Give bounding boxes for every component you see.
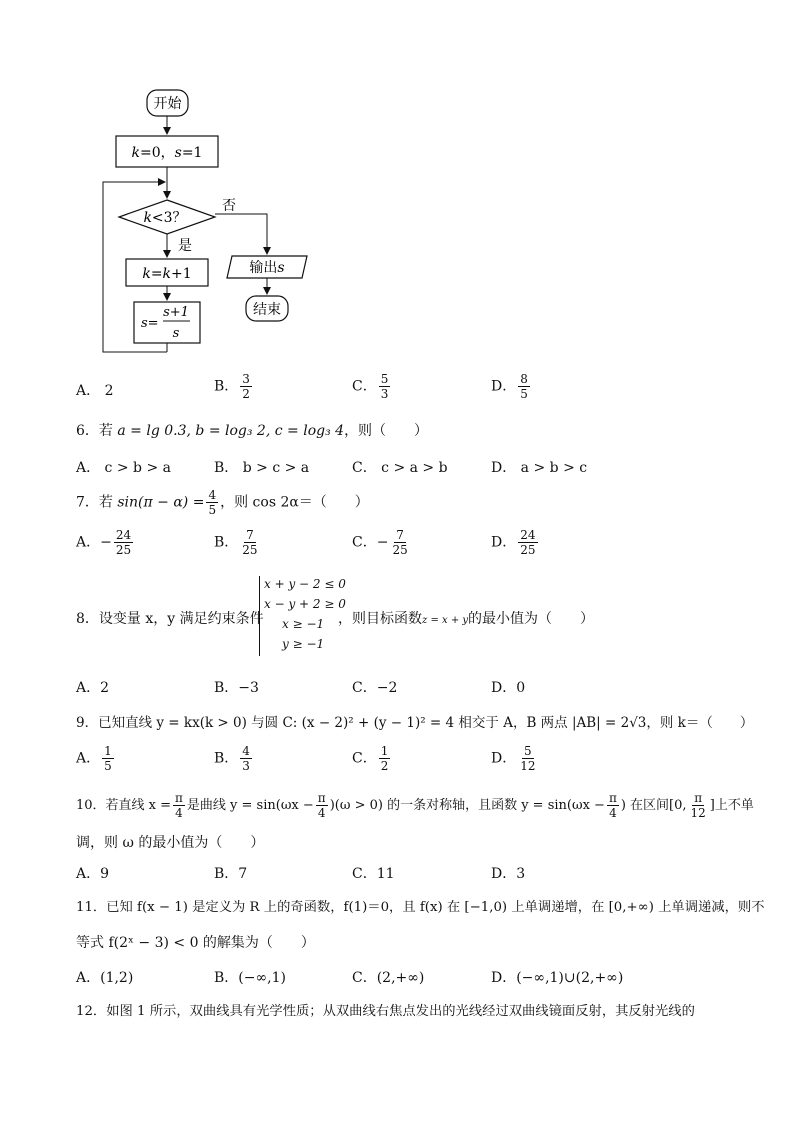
yes-label: 是	[178, 238, 192, 254]
start-label: 开始	[153, 96, 182, 112]
q8-constraint-2: x − y + 2 ≥ 0	[264, 597, 346, 611]
q9-option-a[interactable]: A． $\frac{1}{5}$	[76, 744, 112, 773]
q8-option-a[interactable]: A．2	[76, 680, 110, 696]
q11-stem-line2: 等式 f(2ˣ − 3) < 0 的解集为（ ）	[76, 935, 315, 951]
q8-tail: ，则目标函数z = x + y的最小值为（ ）	[338, 611, 595, 627]
q7-option-a[interactable]: A．− $\frac{24}{25}$	[76, 528, 132, 557]
q9-option-d[interactable]: D． $\frac{5}{12}$	[491, 744, 536, 773]
q5-option-c[interactable]: C． $\frac{5}{3}$	[352, 372, 389, 401]
q12-stem-line1: 12．如图 1 所示，双曲线具有光学性质；从双曲线右焦点发出的光线经过双曲线镜面反射，其反射光线的	[76, 1004, 695, 1019]
q7-stem: 7．若 sin(π − α) = $\frac{4}{5}$ ，则 cos 2α＝（ ）	[76, 488, 369, 517]
q8-lead: 8．设变量 x，y 满足约束条件	[76, 611, 264, 627]
q10-option-a[interactable]: A．9	[76, 866, 110, 882]
q10-option-c[interactable]: C．11	[352, 866, 395, 882]
flowchart	[0, 0, 794, 370]
init-label: k=0，s=1	[131, 145, 203, 161]
q11-option-d[interactable]: D．(−∞,1)∪(2,+∞)	[491, 970, 624, 986]
q8-constraint-3: x ≥ −1	[282, 617, 325, 631]
q11-stem-line1: 11．已知 f(x − 1) 是定义为 R 上的奇函数，f(1)＝0，且 f(x) 在 [−1,0) 上单调递增，在 [0,+∞) 上单调递减，则不	[76, 900, 765, 915]
q11-option-c[interactable]: C．(2,+∞)	[352, 970, 425, 986]
q8-constraint-4: y ≥ −1	[282, 637, 325, 651]
q8-option-b[interactable]: B．−3	[214, 680, 259, 696]
q9-option-c[interactable]: C． $\frac{1}{2}$	[352, 744, 389, 773]
q9-stem: 9．已知直线 y = kx(k > 0) 与圆 C: (x − 2)² + (y − 1)² = 4 相交于 A，B 两点 |AB| = 2√3，则 k＝（ ）	[76, 715, 754, 731]
q10-stem-line1: 10．若直线 x = $\frac{\pi}{4}$ 是曲线 y = sin(ωx − $\frac{\pi}{4}$ )(ω > 0) 的一条对称轴，且函数 y = sin(ωx − $\frac{\pi}{4}$ ) 在区间[0, $\frac{\pi}{12}$ ]上不单	[76, 791, 754, 820]
q10-stem-line2: 调，则 ω 的最小值为（ ）	[76, 835, 265, 851]
end-label: 结束	[253, 302, 281, 318]
condition-label: k<3？	[143, 210, 187, 226]
q8-constraint-1: x + y − 2 ≤ 0	[264, 577, 346, 591]
q8-option-c[interactable]: C．−2	[352, 680, 398, 696]
no-label: 否	[222, 198, 236, 214]
update-s-lhs: s=	[141, 316, 159, 331]
q5-option-a[interactable]: A． 2	[76, 383, 114, 399]
q8-brace	[259, 576, 260, 656]
update-s-den: s	[172, 326, 180, 341]
output-label: 输出s	[249, 260, 285, 276]
q9-option-b[interactable]: B． $\frac{4}{3}$	[214, 744, 250, 773]
q10-option-b[interactable]: B．7	[214, 866, 248, 882]
q6-option-a[interactable]: A． c > b > a	[76, 460, 171, 476]
increment-label: k=k+1	[142, 266, 192, 282]
q7-option-d[interactable]: D． $\frac{24}{25}$	[491, 528, 536, 557]
q11-option-b[interactable]: B．(−∞,1)	[214, 970, 286, 986]
q6-option-b[interactable]: B． b > c > a	[214, 460, 310, 476]
q5-option-b[interactable]: B． $\frac{3}{2}$	[214, 372, 250, 401]
update-s-num: s+1	[163, 305, 189, 320]
q7-option-c[interactable]: C．− $\frac{7}{25}$	[352, 528, 408, 557]
q8-option-d[interactable]: D．0	[491, 680, 526, 696]
q6-stem: 6．若 a = lg 0.3, b = log₃ 2, c = log₃ 4，则（ ）	[76, 423, 429, 439]
q6-option-d[interactable]: D． a > b > c	[491, 460, 588, 476]
q6-option-c[interactable]: C． c > a > b	[352, 460, 448, 476]
q7-option-b[interactable]: B． $\frac{7}{25}$	[214, 528, 258, 557]
q5-option-d[interactable]: D． $\frac{8}{5}$	[491, 372, 528, 401]
q11-option-a[interactable]: A．(1,2)	[76, 970, 134, 986]
q10-option-d[interactable]: D．3	[491, 866, 526, 882]
